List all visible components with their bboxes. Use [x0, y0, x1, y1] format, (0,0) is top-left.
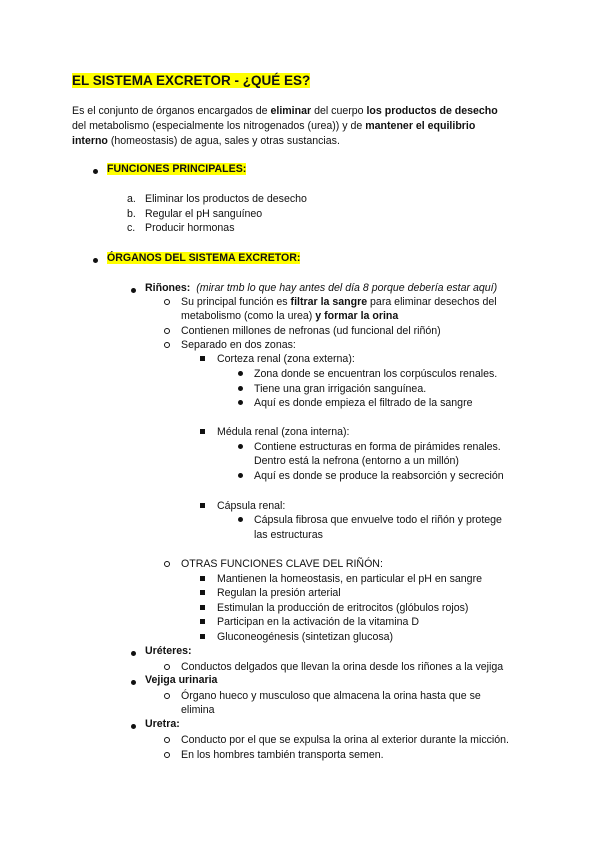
rinones-funcion-line-2	[181, 309, 398, 324]
list-item: Zona donde se encuentran los corpúsculos renales.	[254, 368, 498, 380]
bullet-square	[200, 605, 205, 610]
intro-text: del metabolismo (especialmente los nitrogenados (urea)) y de	[72, 120, 366, 132]
list-item: Eliminar los productos de desecho	[145, 193, 307, 205]
list-item-continued: elimina	[181, 704, 215, 716]
intro-bold: mantener el equilibrio	[365, 120, 476, 132]
bullet-disc	[238, 444, 243, 449]
intro-bold: los productos de desecho	[366, 105, 498, 117]
list-item: Contienen millones de nefronas (ud funcional del riñón)	[181, 325, 441, 337]
list-item: Aquí es donde se produce la reabsorción y secreción	[254, 470, 504, 482]
rinones-funcion-line-1	[181, 295, 497, 310]
list-item: Mantienen la homeostasis, en particular el pH en sangre	[217, 573, 482, 585]
intro-text: Es el conjunto de órganos encargados de	[72, 105, 271, 117]
intro-text: (homeostasis) de agua, sales y otras sustancias.	[107, 135, 340, 147]
bullet-circle	[164, 752, 170, 758]
subsection-medula: Médula renal (zona interna):	[217, 426, 350, 438]
bullet-circle	[164, 693, 170, 699]
bullet-disc	[131, 288, 136, 293]
list-item-continued: Dentro está la nefrona (entorno a un millón)	[254, 455, 459, 467]
bullet-disc	[238, 517, 243, 522]
subsection-corteza: Corteza renal (zona externa):	[217, 353, 355, 365]
bullet-disc	[131, 724, 136, 729]
bullet-square	[200, 634, 205, 639]
list-item: Estimulan la producción de eritrocitos (glóbulos rojos)	[217, 602, 469, 614]
list-item: Cápsula fibrosa que envuelve todo el riñón y protege	[254, 514, 502, 526]
list-item: Contiene estructuras en forma de pirámides renales.	[254, 441, 501, 453]
bullet-square	[200, 576, 205, 581]
list-item: En los hombres también transporta semen.	[181, 749, 384, 761]
subsection-capsula: Cápsula renal:	[217, 500, 286, 512]
intro-text: del cuerpo	[311, 105, 367, 117]
bullet-disc	[238, 371, 243, 376]
organ-vejiga: Vejiga urinaria	[145, 674, 218, 686]
text: Su principal función es	[181, 296, 291, 308]
list-marker: a.	[127, 193, 136, 205]
bullet-disc	[93, 258, 98, 263]
section-heading-funciones	[107, 162, 246, 177]
bullet-disc	[93, 169, 98, 174]
list-item: Gluconeogénesis (sintetizan glucosa)	[217, 631, 394, 643]
document-title	[72, 72, 310, 89]
intro-bold: interno	[72, 135, 108, 147]
section-heading-organos	[107, 251, 300, 266]
subsection-otras-funciones: OTRAS FUNCIONES CLAVE DEL RIÑÓN:	[181, 558, 383, 570]
list-item: Conductos delgados que llevan la orina desde los riñones a la vejiga	[181, 661, 504, 673]
bullet-disc	[131, 651, 136, 656]
organ-uretra: Uretra:	[145, 718, 180, 730]
heading-highlight: FUNCIONES PRINCIPALES:	[107, 163, 247, 175]
list-item: Regulan la presión arterial	[217, 587, 341, 599]
bold-text: y formar la orina	[315, 310, 399, 322]
list-item: Tiene una gran irrigación sanguínea.	[254, 383, 427, 395]
bullet-square	[200, 356, 205, 361]
list-marker: b.	[127, 208, 136, 220]
bullet-circle	[164, 737, 170, 743]
bullet-square	[200, 590, 205, 595]
bullet-disc	[238, 386, 243, 391]
list-marker: c.	[127, 222, 136, 234]
bullet-circle	[164, 342, 170, 348]
intro-line-1	[72, 104, 498, 119]
heading-highlight: ÓRGANOS DEL SISTEMA EXCRETOR:	[107, 252, 301, 264]
list-item: Conducto por el que se expulsa la orina al exterior durante la micción.	[181, 734, 510, 746]
list-item: Separado en dos zonas:	[181, 339, 296, 351]
list-item: Regular el pH sanguíneo	[145, 208, 263, 220]
intro-line-3	[72, 134, 340, 149]
intro-bold: eliminar	[270, 105, 312, 117]
organ-ureteres: Uréteres:	[145, 645, 192, 657]
bullet-square	[200, 429, 205, 434]
list-item: Participan en la activación de la vitamina D	[217, 616, 419, 628]
bold-text: filtrar la sangre	[290, 296, 368, 308]
list-item-continued: las estructuras	[254, 529, 323, 541]
intro-line-2	[72, 119, 475, 134]
bullet-circle	[164, 664, 170, 670]
bullet-disc	[238, 400, 243, 405]
text: para eliminar desechos del	[367, 296, 497, 308]
list-item: Órgano hueco y musculoso que almacena la orina hasta que se	[181, 690, 481, 702]
organ-rinones	[145, 281, 497, 296]
list-item: Producir hormonas	[145, 222, 235, 234]
bullet-disc	[238, 473, 243, 478]
text: metabolismo (como la urea)	[181, 310, 316, 322]
title-highlight: EL SISTEMA EXCRETOR - ¿QUÉ ES?	[72, 73, 311, 88]
bullet-disc	[131, 680, 136, 685]
bullet-square	[200, 503, 205, 508]
list-item: Aquí es donde empieza el filtrado de la sangre	[254, 397, 473, 409]
bullet-circle	[164, 561, 170, 567]
organ-note: (mirar tmb lo que hay antes del día 8 porque debería estar aquí)	[196, 282, 498, 294]
organ-label: Riñones:	[145, 282, 191, 294]
bullet-circle	[164, 299, 170, 305]
bullet-circle	[164, 328, 170, 334]
bullet-square	[200, 619, 205, 624]
